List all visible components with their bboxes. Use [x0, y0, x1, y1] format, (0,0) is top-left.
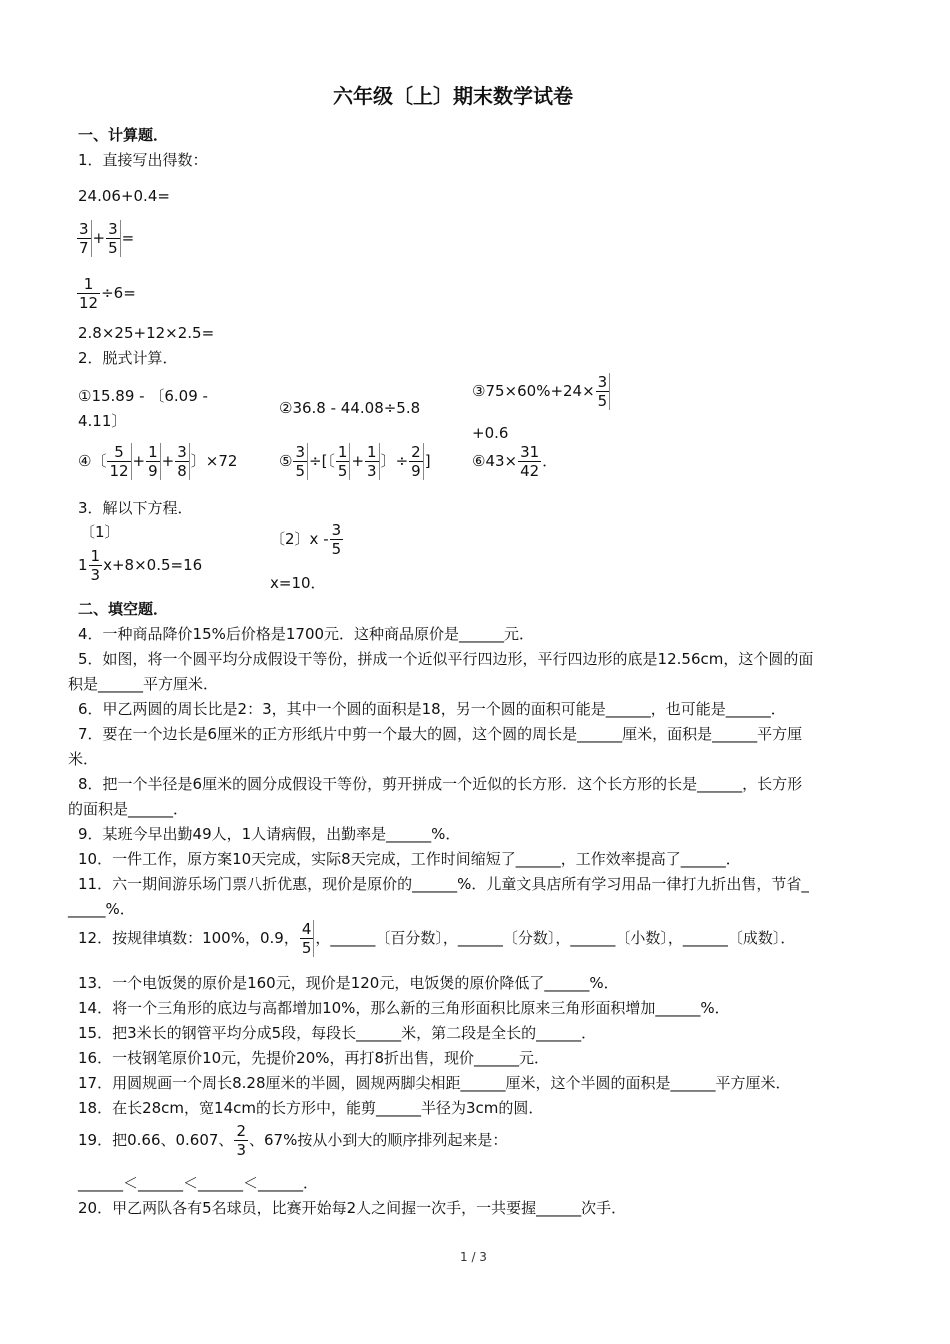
page-title: 六年级〔上〕期末数学试卷: [333, 84, 573, 108]
question-1: 1．直接写出得数：: [78, 151, 208, 169]
question-2-5: ⑤ $\frac{3}{5}$ ÷[〔 $\frac{1}{5}$ + $\frac{1}{3}$ 〕÷ $\frac{2}{9}$ ]: [279, 443, 431, 480]
question-16: 16．一枝钢笔原价10元，先提价20%，再打8折出售，现价______元．: [78, 1049, 550, 1067]
fraction: $\frac{5}{12}$: [107, 443, 131, 480]
question-2-1-line1: ①15.89 - 〔6.09 -: [78, 387, 208, 405]
question-6: 6．甲乙两圆的周长比是2：3，其中一个圆的面积是18，另一个圆的面积可能是______，也可能是______．: [78, 700, 786, 718]
fraction: $\frac{3}{7}$: [77, 220, 92, 257]
question-1c: $\frac{1}{12}$ ÷6=: [79, 275, 136, 312]
question-2-2: ②36.8 - 44.08÷5.8: [279, 399, 421, 417]
question-8-line2: 的面积是______．: [68, 800, 189, 818]
fraction: $\frac{2}{9}$: [409, 443, 424, 480]
fraction: $\frac{1}{3}$: [90, 547, 101, 584]
fraction: $\frac{1}{5}$: [336, 443, 351, 480]
question-2-4: ④〔 $\frac{5}{12}$ + $\frac{1}{9}$ + $\frac{3}{8}$ 〕×72: [78, 443, 238, 480]
fraction: $\frac{1}{12}$: [79, 275, 99, 312]
question-2-6: ⑥43× $\frac{31}{42}$ ．: [472, 443, 558, 480]
section-calculation-heading: 一、计算题．: [78, 126, 169, 144]
question-1a: 24.06+0.4=: [78, 187, 170, 205]
question-20: 20．甲乙两队各有5名球员，比赛开始每2人之间握一次手，一共要握______次手．: [78, 1199, 627, 1217]
question-14: 14．将一个三角形的底边与高都增加10%，那么新的三角形面积比原来三角形面积增加______%．: [78, 999, 730, 1017]
question-3: 3．解以下方程．: [78, 499, 193, 517]
question-19: 19．把0.66、0.607、 $\frac{2}{3}$ 、67%按从小到大的顺序排列起来是：: [78, 1122, 508, 1159]
question-13: 13．一个电饭煲的原价是160元，现价是120元，电饭煲的原价降低了______%．: [78, 974, 619, 992]
question-3-1-label: 〔1〕: [80, 523, 120, 541]
question-15: 15．把3米长的钢管平均分成5段，每段长______米，第二段是全长的______．: [78, 1024, 597, 1042]
question-11-line1: 11．六一期间游乐场门票八折优惠，现价是原价的______%．儿童文具店所有学习用品一律打九折出售，节省_: [78, 875, 809, 893]
question-8-line1: 8．把一个半径是6厘米的圆分成假设干等份，剪开拼成一个近似的长方形．这个长方形的长是______，长方形: [78, 775, 803, 793]
fraction: $\frac{1}{3}$: [365, 443, 380, 480]
page-number: 1 / 3: [460, 1250, 487, 1264]
fraction: $\frac{3}{8}$: [175, 443, 190, 480]
question-7-line2: 米．: [68, 750, 99, 768]
question-7-line1: 7．要在一个边长是6厘米的正方形纸片中剪一个最大的圆，这个圆的周长是______厘米，面积是______平方厘: [78, 725, 803, 743]
question-4: 4．一种商品降价15%后价格是1700元．这种商品原价是______元．: [78, 625, 535, 643]
question-9: 9．某班今早出勤49人，1人请病假，出勤率是______%．: [78, 825, 461, 843]
question-2-1-line2: 4.11〕: [78, 412, 127, 430]
question-19-answer-line: ______＜______＜______＜______．: [78, 1174, 319, 1192]
question-2: 2．脱式计算．: [78, 349, 178, 367]
question-1d: 2.8×25+12×2.5=: [78, 324, 215, 342]
section-fill-heading: 二、填空题．: [78, 600, 169, 618]
question-10: 10．一件工作，原方案10天完成，实际8天完成，工作时间缩短了______，工作效率提高了______．: [78, 850, 741, 868]
fraction: $\frac{3}{5}$: [106, 220, 121, 257]
fraction: $\frac{3}{5}$: [293, 443, 308, 480]
fraction: $\frac{1}{9}$: [146, 443, 161, 480]
question-5-line2: 积是______平方厘米．: [68, 675, 219, 693]
question-5-line1: 5．如图，将一个圆平均分成假设干等份，拼成一个近似平行四边形，平行四边形的底是12.56cm，这个圆的面: [78, 650, 814, 668]
question-3-2: 〔2〕x - $\frac{3}{5}$: [270, 521, 342, 558]
question-2-3: ③75×60%+24× $\frac{3}{5}$: [472, 373, 611, 410]
question-1b: $\frac{3}{7}$ + $\frac{3}{5}$ =: [79, 220, 135, 257]
question-3-1: 1 $\frac{1}{3}$ x+8×0.5=16: [78, 547, 203, 584]
fraction: $\frac{3}{5}$: [596, 373, 611, 410]
question-2-3-line2: +0.6: [472, 424, 509, 442]
question-18: 18．在长28cm，宽14cm的长方形中，能剪______半径为3cm的圆．: [78, 1099, 544, 1117]
fraction: $\frac{3}{5}$: [331, 521, 342, 558]
question-17: 17．用圆规画一个周长8.28厘米的半圆，圆规两脚尖相距______厘米，这个半圆的面积是______平方厘米．: [78, 1074, 791, 1092]
question-3-2-line2: x=10．: [270, 574, 326, 592]
question-11-line2: _____%．: [68, 900, 135, 918]
fraction: $\frac{4}{5}$: [300, 920, 315, 957]
question-12: 12．按规律填数：100%，0.9， $\frac{4}{5}$ ，______〔百分数〕，______〔分数〕，______〔小数〕，______〔成数〕．: [78, 920, 796, 957]
fraction: $\frac{31}{42}$: [520, 443, 540, 480]
fraction: $\frac{2}{3}$: [236, 1122, 246, 1159]
